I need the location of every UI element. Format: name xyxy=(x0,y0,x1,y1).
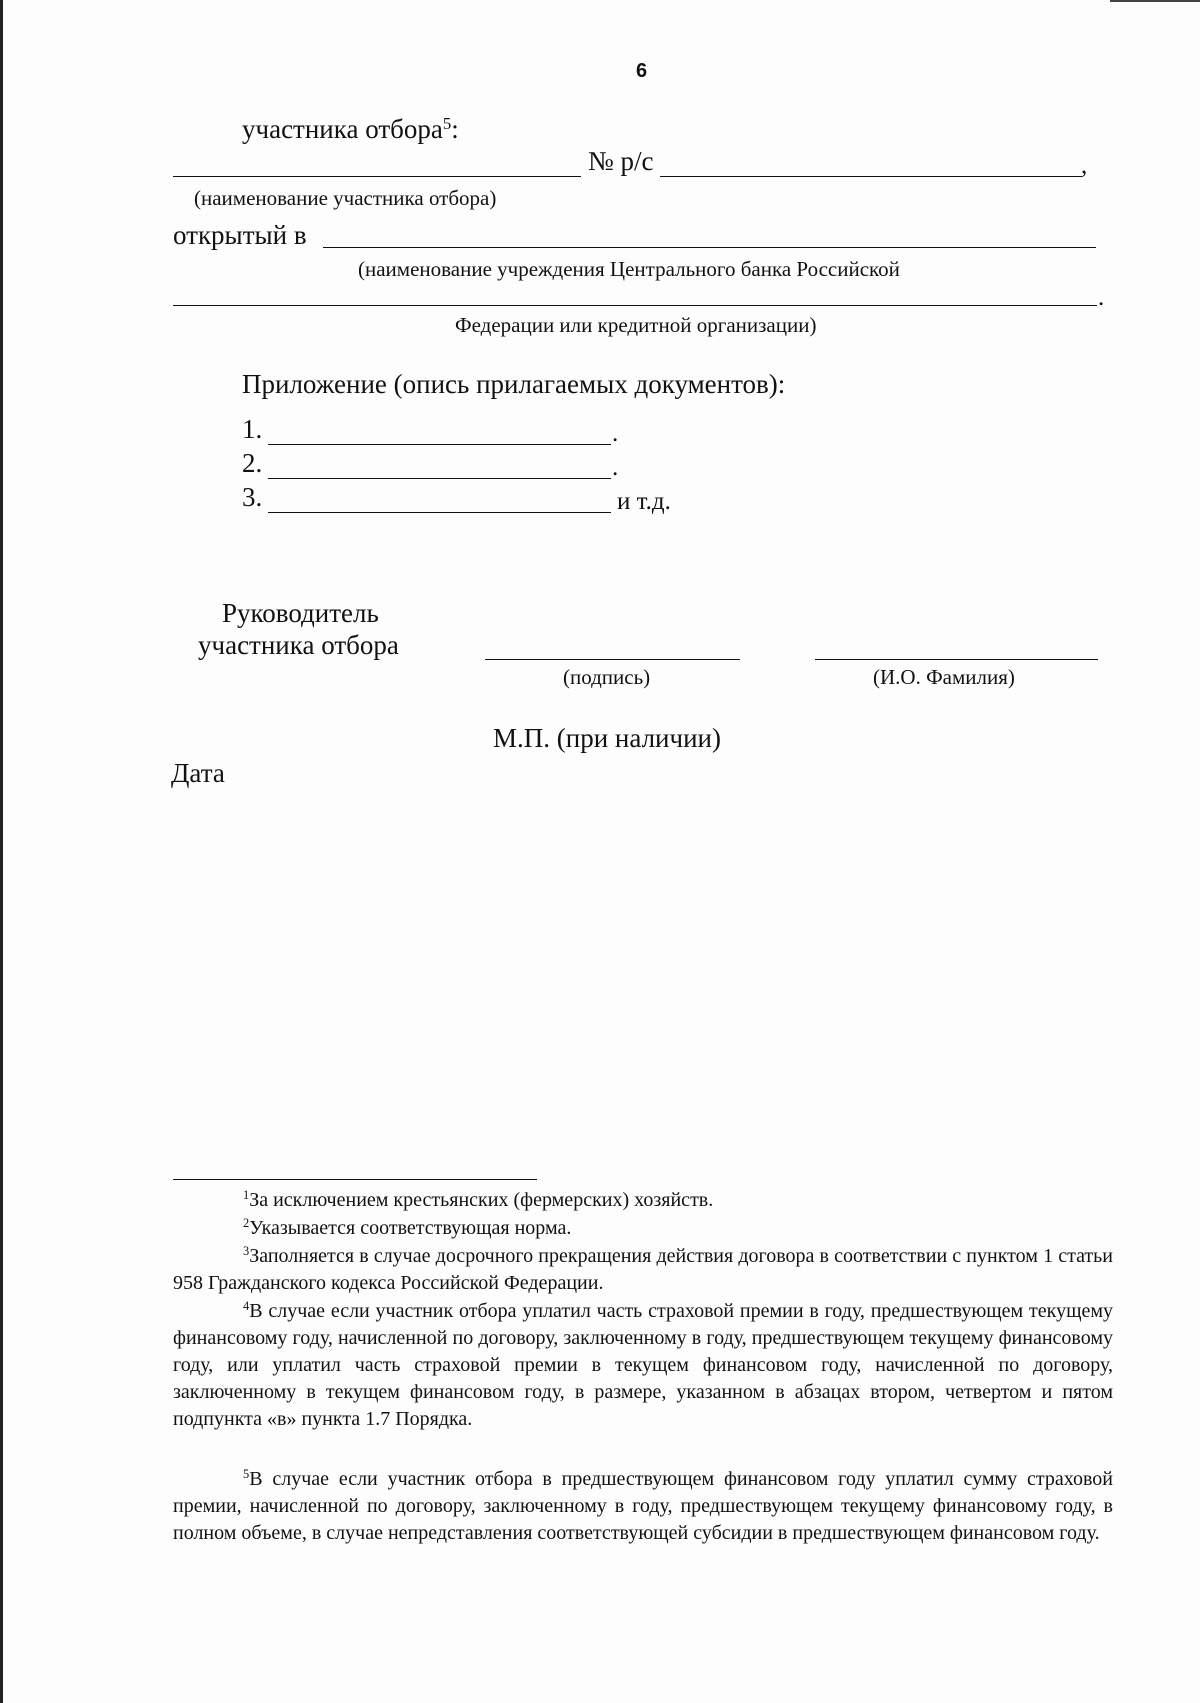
attachment-item-2-number: 2. xyxy=(242,448,263,478)
footnote-ref-5: 5 xyxy=(442,113,452,133)
footnote-4 xyxy=(173,1298,1113,1433)
date-label: Дата xyxy=(171,758,225,788)
account-number-field[interactable] xyxy=(660,176,1082,177)
participant-label-text: участника отбора xyxy=(242,114,443,144)
head-title-line1: Руководитель xyxy=(222,598,379,628)
attachment-item-2-field[interactable] xyxy=(268,478,611,479)
bank-name-field-line2[interactable] xyxy=(173,305,1097,306)
full-name-caption: (И.О. Фамилия) xyxy=(873,665,1015,689)
participant-label-colon: : xyxy=(451,114,459,144)
footnote-3 xyxy=(173,1243,1113,1297)
attachment-item-1-suffix: . xyxy=(612,420,619,447)
footnote-separator xyxy=(173,1179,537,1180)
attachment-item-3-number: 3. xyxy=(242,482,263,512)
footnote-4-text: В случае если участник отбора уплатил часть страховой премии в году, предшествующем текущему финансовому году, начисленной по договору, заключенному в году, предшествующем текущему финансовому году, или уплатил часть страховой премии в текущем финансовом году, начисленной по договору, заключенному в текущем финансовом году, в размере, указанном в абзацах втором, четвертом и пятом подпункта «в» пункта 1.7 Порядка. xyxy=(173,1300,1113,1430)
attachment-item-1-number: 1. xyxy=(242,414,263,444)
account-label: № р/с xyxy=(588,146,654,176)
full-name-field[interactable] xyxy=(815,659,1098,660)
footnote-1-text: За исключением крестьянских (фермерских) хозяйств. xyxy=(249,1189,714,1211)
stamp-label: М.П. (при наличии) xyxy=(493,723,721,753)
attachment-title: Приложение (опись прилагаемых документов): xyxy=(242,369,786,399)
footnote-5-ref: 5 xyxy=(243,1467,250,1482)
footnote-2 xyxy=(173,1215,1113,1242)
footnote-3-text: Заполняется в случае досрочного прекращения действия договора в соответствии с пунктом 1 статьи 958 Гражданского кодекса Российской Федерации. xyxy=(173,1245,1113,1294)
scan-left-edge xyxy=(0,0,3,1703)
footnote-4-ref: 4 xyxy=(243,1299,250,1314)
footnote-2-text: Указывается соответствующая норма. xyxy=(249,1217,572,1239)
head-title-line2: участника отбора xyxy=(198,630,399,660)
bank-name-field[interactable] xyxy=(323,247,1096,248)
scan-top-edge-mark xyxy=(1110,0,1200,2)
bank-caption-line1: (наименование учреждения Центрального банка Российской xyxy=(358,257,900,281)
participant-name-field[interactable] xyxy=(173,176,581,177)
signature-caption: (подпись) xyxy=(563,665,651,689)
opened-in-label: открытый в xyxy=(173,220,307,250)
footnote-2-ref: 2 xyxy=(243,1216,250,1231)
footnote-1 xyxy=(173,1187,1113,1214)
attachment-item-3-suffix: и т.д. xyxy=(617,488,671,515)
participant-name-caption: (наименование участника отбора) xyxy=(194,186,497,210)
bank-line-period: . xyxy=(1098,284,1105,311)
attachment-item-2-suffix: . xyxy=(612,454,619,481)
footnote-5 xyxy=(173,1466,1113,1547)
signature-field[interactable] xyxy=(485,659,740,660)
page-number: 6 xyxy=(636,60,648,82)
footnote-1-ref: 1 xyxy=(243,1188,250,1203)
bank-caption-line2: Федерации или кредитной организации) xyxy=(455,313,817,337)
account-line-comma: , xyxy=(1081,152,1088,179)
attachment-item-1-field[interactable] xyxy=(268,444,611,445)
footnote-3-ref: 3 xyxy=(243,1244,250,1259)
footnote-5-text: В случае если участник отбора в предшествующем финансовом году уплатил сумму страховой премии, начисленной по договору, заключенному в году, предшествующем текущему финансовому году, в полном объеме, в случае непредставления соответствующей субсидии в предшествующем финансовом году. xyxy=(173,1468,1113,1544)
attachment-item-3-field[interactable] xyxy=(268,512,611,513)
participant-label xyxy=(242,114,459,145)
